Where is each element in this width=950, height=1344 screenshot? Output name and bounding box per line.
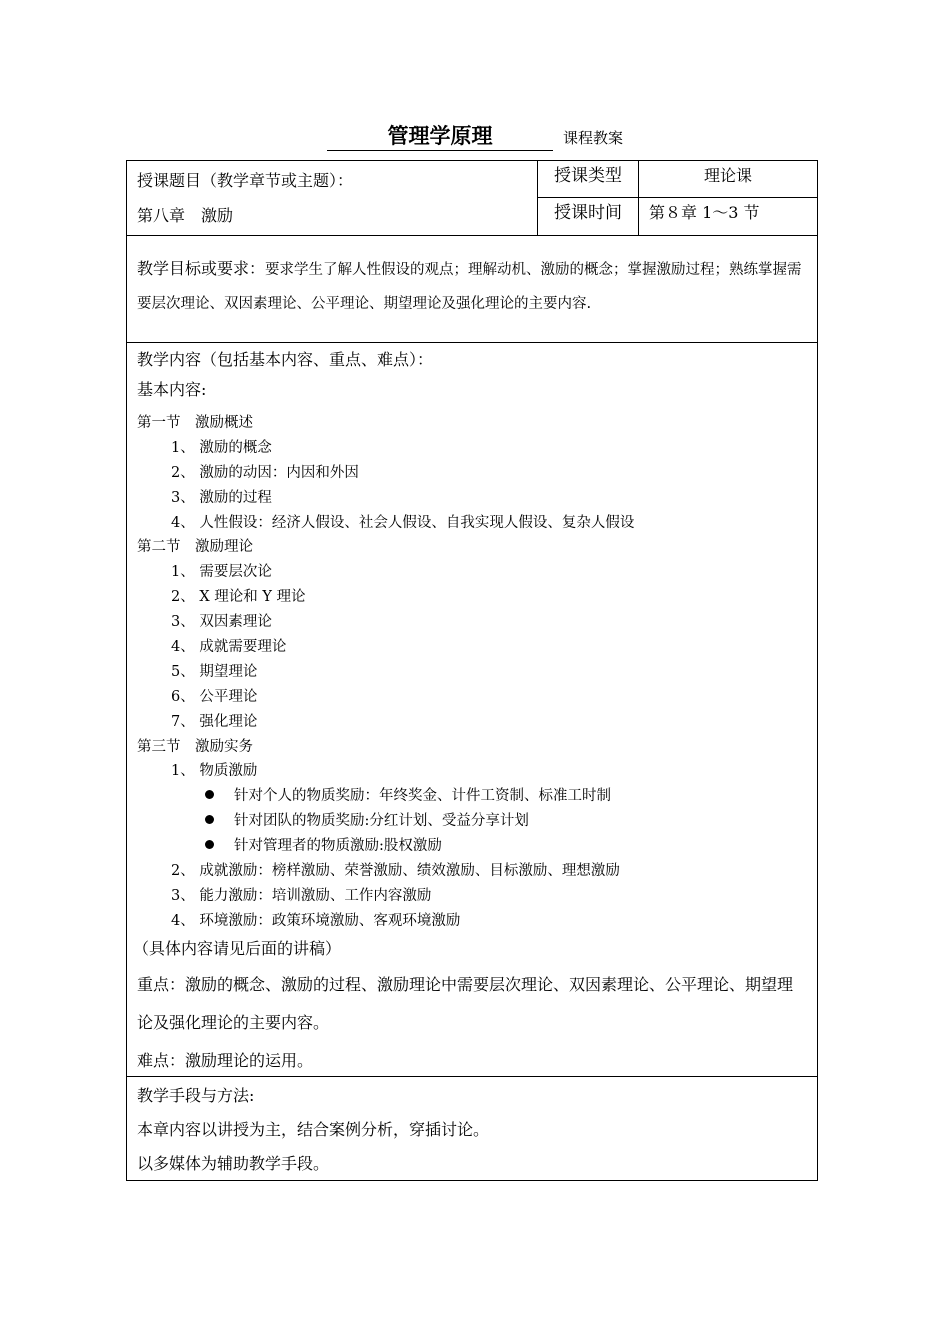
section-list [137,411,807,934]
bullet-dot-icon [205,790,214,799]
info-value-column [639,161,817,235]
bullet-text: 针对团队的物质奖励:分红计划、受益分享计划 [234,813,529,830]
methods-line: 本章内容以讲授为主，结合案例分析，穿插讨论。 [137,1120,490,1139]
document-header [0,122,950,151]
section-item: 1、 激励的概念 [171,439,272,456]
topic-cell [127,161,538,235]
section-item: 5、 期望理论 [171,663,258,680]
section-item: 4、 成就需要理论 [171,639,287,656]
info-label-column [538,161,639,235]
goal-label: 教学目标或要求： [137,259,266,278]
section-item: 1、 物质激励 [171,763,258,780]
course-info-row [127,161,817,235]
difficult-points: 难点：激励理论的运用。 [137,1050,314,1070]
section-item: 1、 需要层次论 [171,564,272,581]
bullet-item [137,834,807,859]
section-item: 2、 成就激励：榜样激励、荣誉激励、绩效激励、目标激励、理想激励 [171,863,620,880]
content-note: （具体内容请见后面的讲稿） [133,938,342,958]
teaching-goal-row [127,235,817,342]
teaching-methods-row [127,1076,817,1180]
teaching-goal [137,252,809,321]
lesson-plan-table [126,160,818,1181]
time-label: 授课时间 [554,203,622,223]
topic-value: 第八章 激励 [137,206,234,225]
section-title: 第三节 激励实务 [137,738,253,755]
section-item: 3、 双因素理论 [171,614,272,631]
course-name: 管理学原理 [327,122,553,151]
type-label: 授课类型 [538,161,638,198]
section-item: 3、 能力激励：培训激励、工作内容激励 [171,887,432,904]
document-type: 课程教案 [562,129,623,147]
section-item: 6、 公平理论 [171,688,258,705]
section-item: 4、 人性假设：经济人假设、社会人假设、自我实现人假设、复杂人假设 [171,514,635,531]
teaching-content-row [127,342,817,1076]
basic-content-label: 基本内容: [137,380,207,399]
key-points: 重点：激励的概念、激励的过程、激励理论中需要层次理论、双因素理论、公平理论、期望理论及强化理论的主要内容。 [137,974,794,1032]
bullet-dot-icon [205,840,214,849]
bullet-item [137,784,807,809]
bullet-text: 针对管理者的物质激励:股权激励 [234,838,442,855]
methods-line: 以多媒体为辅助教学手段。 [137,1154,330,1173]
section-item: 3、 激励的过程 [171,489,272,506]
time-value: 第８章 1～3 节 [649,203,760,222]
section-item: 7、 强化理论 [171,713,258,730]
section-item: 2、 X 理论和 Y 理论 [171,589,306,606]
bullet-dot-icon [205,815,214,824]
topic-label: 授课题目（教学章节或主题）： [137,171,354,190]
bullet-item [137,809,807,834]
type-value: 理论课 [639,161,817,198]
section-title: 第一节 激励概述 [137,415,253,431]
goal-text: 要求学生了解人性假设的观点；理解动机、激励的概念；掌握激励过程；熟练掌握需要层次理论、双因素理论、公平理论、期望理论及强化理论的主要内容. [137,262,802,312]
section-title: 第二节 激励理论 [137,539,253,556]
content-heading: 教学内容（包括基本内容、重点、难点）： [137,350,434,369]
section-item: 4、 环境激励：政策环境激励、客观环境激励 [171,912,461,929]
section-item: 2、 激励的动因：内因和外因 [171,464,359,481]
bullet-text: 针对个人的物质奖励：年终奖金、计件工资制、标准工时制 [234,788,611,805]
methods-heading: 教学手段与方法: [137,1086,255,1105]
